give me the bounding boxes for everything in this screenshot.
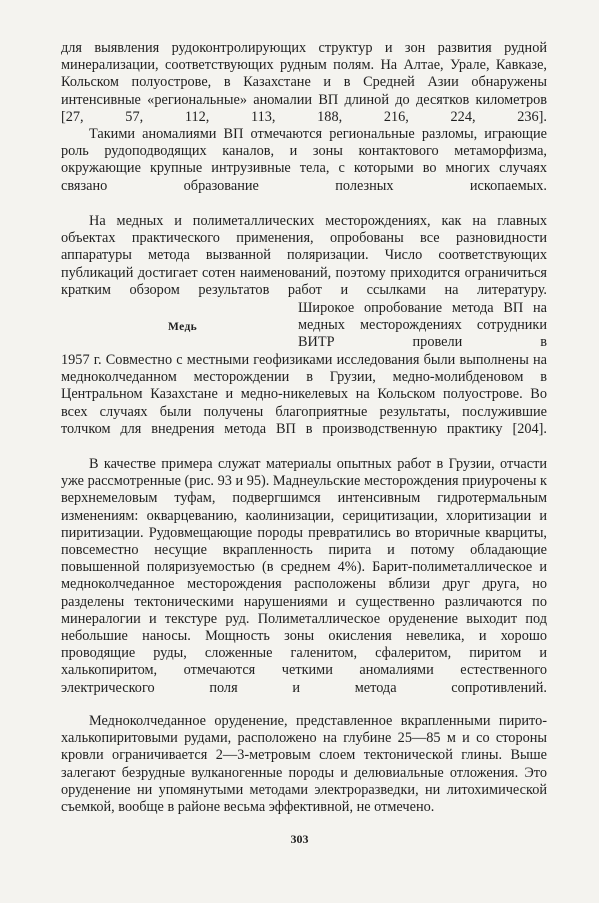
section-heading: Медь <box>168 321 198 333</box>
paragraph-1: для выявления рудоконтролирующих структур и зон развития рудной минерализации, соответствующих рудным полям. На Алтае, Урале, Кавказе, Кольском полуострове, в Казахстане и в Средней Азии обнаружены интенсивные «региональные» аномалии ВП длиной до десятков километров [27, 57, 112, 113, 188, 216, 224, 236]. <box>61 40 547 125</box>
paragraph-2: Такими аномалиями ВП отмечаются региональные разломы, играющие роль рудоподводящих каналов, и зоны контактового метаморфизма, окружающие крупные интрузивные тела, с которыми во многих случаях связано образование полезных ископаемых. <box>61 126 547 194</box>
paragraph-3: На медных и полиметаллических месторождениях, как на главных объектах практического применения, опробованы все разновидности аппаратуры метода вызванной поляризации. Число соответствующих публикаций достигает сотен наименований, поэтому приходится ограничиться кратким обзором результатов работ и ссылками на литературу. <box>61 213 547 298</box>
paragraph-6: Медноколчеданное оруденение, представленное вкрапленными пирито-халькопиритовыми рудами, расположено на глубине 25—85 м и со стороны кровли ограничивается 2—3-метровым слоем тектонической глины. Выше залегают безрудные вулканогенные породы и делювиальные отложения. Это оруденение ни упомянутыми методами электроразведки, ни литохимической съемкой, вообще в районе весьма эффективной, не отмечено. <box>61 713 547 816</box>
page-number: 303 <box>290 832 309 846</box>
paragraph-5: В качестве примера служат материалы опытных работ в Грузии, отчасти уже рассмотренные (рис. 93 и 95). Маднеульские месторождения приурочены к верхнемеловым туфам, подвергшимся интенсивным гидротермальным изменениям: окварцеванию, каолинизации, серицитизации, хлоритизации и пиритизации. Рудовмещающие породы превратились во вторичные кварциты, повсеместно несущие вкрапленность пирита и потому обладающие повышенной поляризуемостью (в среднем 4%). Барит-полиметаллическое и медноколчеданное месторождения расположены вблизи друг друга, но разделены тектоническими нарушениями и существенно различаются по минералогии и текстуре руд. Полиметаллическое оруденение выходит под небольшие наносы. Мощность зоны окисления невелика, и хорошо проводящие руды, сложенные галенитом, сфалеритом, пиритом и халькопиритом, отмечаются четкими аномалиями естественного электрического поля и метода сопротивлений. <box>61 456 547 696</box>
paragraph-4-side: Широкое опробование метода ВП на медных месторождениях сотрудники ВИТР провели в <box>298 300 547 351</box>
paragraph-4-continued: 1957 г. Совместно с местными геофизиками исследования были выполнены на медноколчеданном месторождении в Грузии, медно-молибденовом в Центральном Казахстане и медно-никелевых на Кольском полуострове. Во всех случаях были получены благоприятные результаты, послужившие толчком для внедрения метода ВП в производственную практику [204]. <box>61 352 547 437</box>
